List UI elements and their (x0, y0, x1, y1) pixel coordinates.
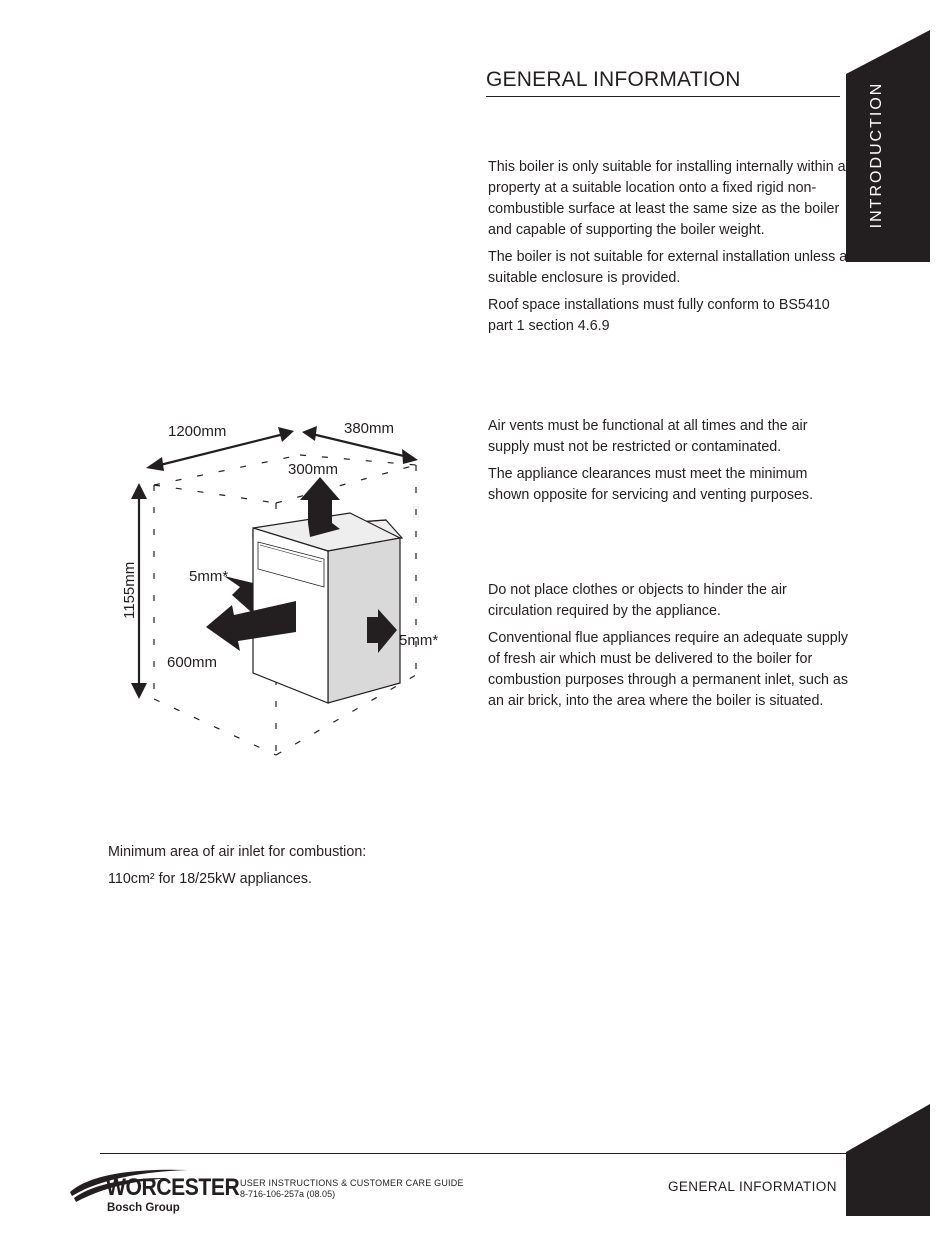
paragraph: Roof space installations must fully conform to BS5410 part 1 section 4.6.9 (488, 297, 830, 334)
dimension-front: 600mm (167, 654, 218, 671)
dimension-top-clearance: 300mm (288, 461, 339, 478)
dimension-height: 1155mm (121, 561, 138, 619)
footer-corner-tab (846, 1104, 930, 1216)
ventilation-text (488, 580, 850, 718)
installation-text (488, 157, 850, 343)
footer-section-title: GENERAL INFORMATION (668, 1179, 837, 1194)
air-inlet-value: 110cm² for 18/25kW appliances. (108, 871, 312, 887)
paragraph: Conventional flue appliances require an adequate supply of fresh air which must be delivered to the boiler for combustion purposes through a permanent inlet, such as an air brick, into the area where the boiler is situated. (488, 630, 849, 709)
air-vents-text (488, 416, 850, 512)
section-tab-text: INTRODUCTION (868, 81, 885, 229)
footer-divider (100, 1153, 846, 1154)
dimension-left-side: 5mm* (189, 568, 229, 585)
brand-group: Bosch Group (107, 1202, 180, 1214)
paragraph: Do not place clothes or objects to hinder the air circulation required by the appliance. (488, 582, 787, 619)
section-tab-label (860, 80, 894, 230)
document-title: USER INSTRUCTIONS & CUSTOMER CARE GUIDE (240, 1178, 464, 1188)
clearance-diagram (110, 405, 470, 765)
dimension-right-side: 5mm* (399, 632, 439, 649)
page-title: GENERAL INFORMATION (486, 68, 840, 97)
paragraph: Air vents must be functional at all times and the air supply must not be restricted or contaminated. (488, 418, 808, 455)
paragraph: The boiler is not suitable for external installation unless a suitable enclosure is provided. (488, 249, 848, 286)
air-inlet-note: Minimum area of air inlet for combustion: (108, 844, 367, 860)
paragraph: The appliance clearances must meet the minimum shown opposite for servicing and venting purposes. (488, 466, 814, 503)
dimension-width: 1200mm (168, 423, 227, 440)
brand-logo: WORCESTER (106, 1174, 240, 1201)
document-code: 8-716-106-257a (08.05) (240, 1189, 336, 1199)
dimension-depth: 380mm (344, 420, 395, 437)
paragraph: This boiler is only suitable for installing internally within a property at a suitable location onto a fixed rigid non-combustible surface at least the same size as the boiler and capable of supporting the boiler weight. (488, 159, 846, 238)
